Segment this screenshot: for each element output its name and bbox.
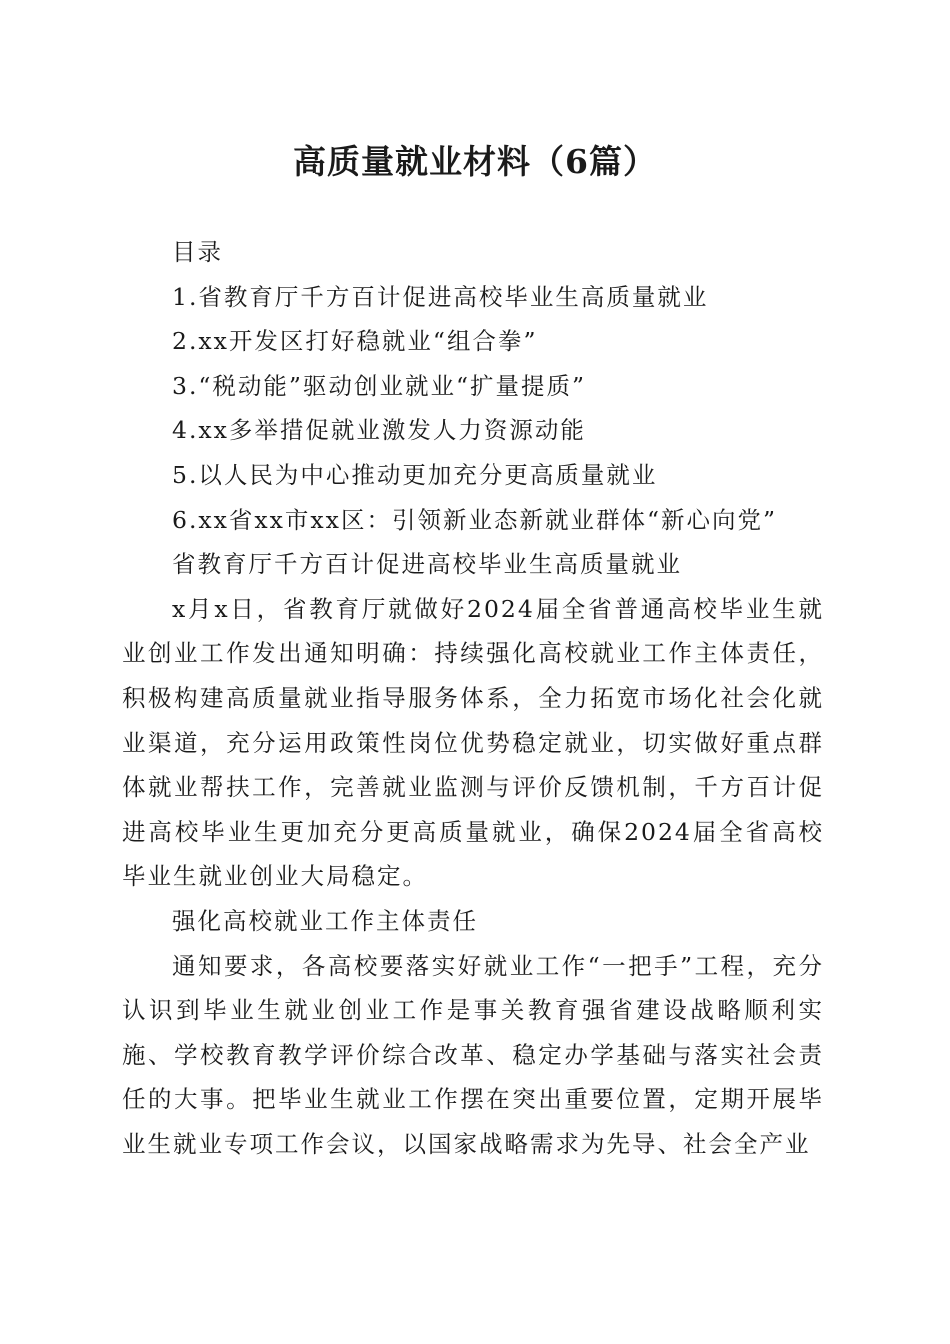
body-paragraph-2: 通知要求，各高校要落实好就业工作“一把手”工程，充分认识到毕业生就业创业工作是事关教育强省建设战略顺利实施、学校教育教学评价综合改革、稳定办学基础与落实社会责任的大事。把毕业生就业工作摆在突出重要位置，定期开展毕业生就业专项工作会议，以国家战略需求为先导、社会全产业 xyxy=(122,951,824,1158)
toc-item-2: 2.xx开发区打好稳就业“组合拳” xyxy=(172,327,538,356)
document-title: 高质量就业材料（6篇） xyxy=(293,142,657,181)
toc-item-5: 5.以人民为中心推动更加充分更高质量就业 xyxy=(172,460,658,489)
body-paragraph-1: x月x日，省教育厅就做好2024届全省普通高校毕业生就业创业工作发出通知明确：持续强化高校就业工作主体责任，积极构建高质量就业指导服务体系，全力拓宽市场化社会化就业渠道，充分运用政策性岗位优势稳定就业，切实做好重点群体就业帮扶工作，完善就业监测与评价反馈机制，千方百计促进高校毕业生更加充分更高质量就业，确保2024届全省高校毕业生就业创业大局稳定。 xyxy=(122,594,824,891)
article-title: 省教育厅千方百计促进高校毕业生高质量就业 xyxy=(172,550,682,579)
toc-heading: 目录 xyxy=(172,238,223,266)
toc-item-6: 6.xx省xx市xx区：引领新业态新就业群体“新心向党” xyxy=(172,505,777,534)
document-body xyxy=(122,230,824,1166)
section-heading-1: 强化高校就业工作主体责任 xyxy=(172,906,478,935)
toc-item-3: 3.“税动能”驱动创业就业“扩量提质” xyxy=(172,371,586,400)
toc-item-1: 1.省教育厅千方百计促进高校毕业生高质量就业 xyxy=(172,282,709,311)
toc-item-4: 4.xx多举措促就业激发人力资源动能 xyxy=(172,416,586,445)
